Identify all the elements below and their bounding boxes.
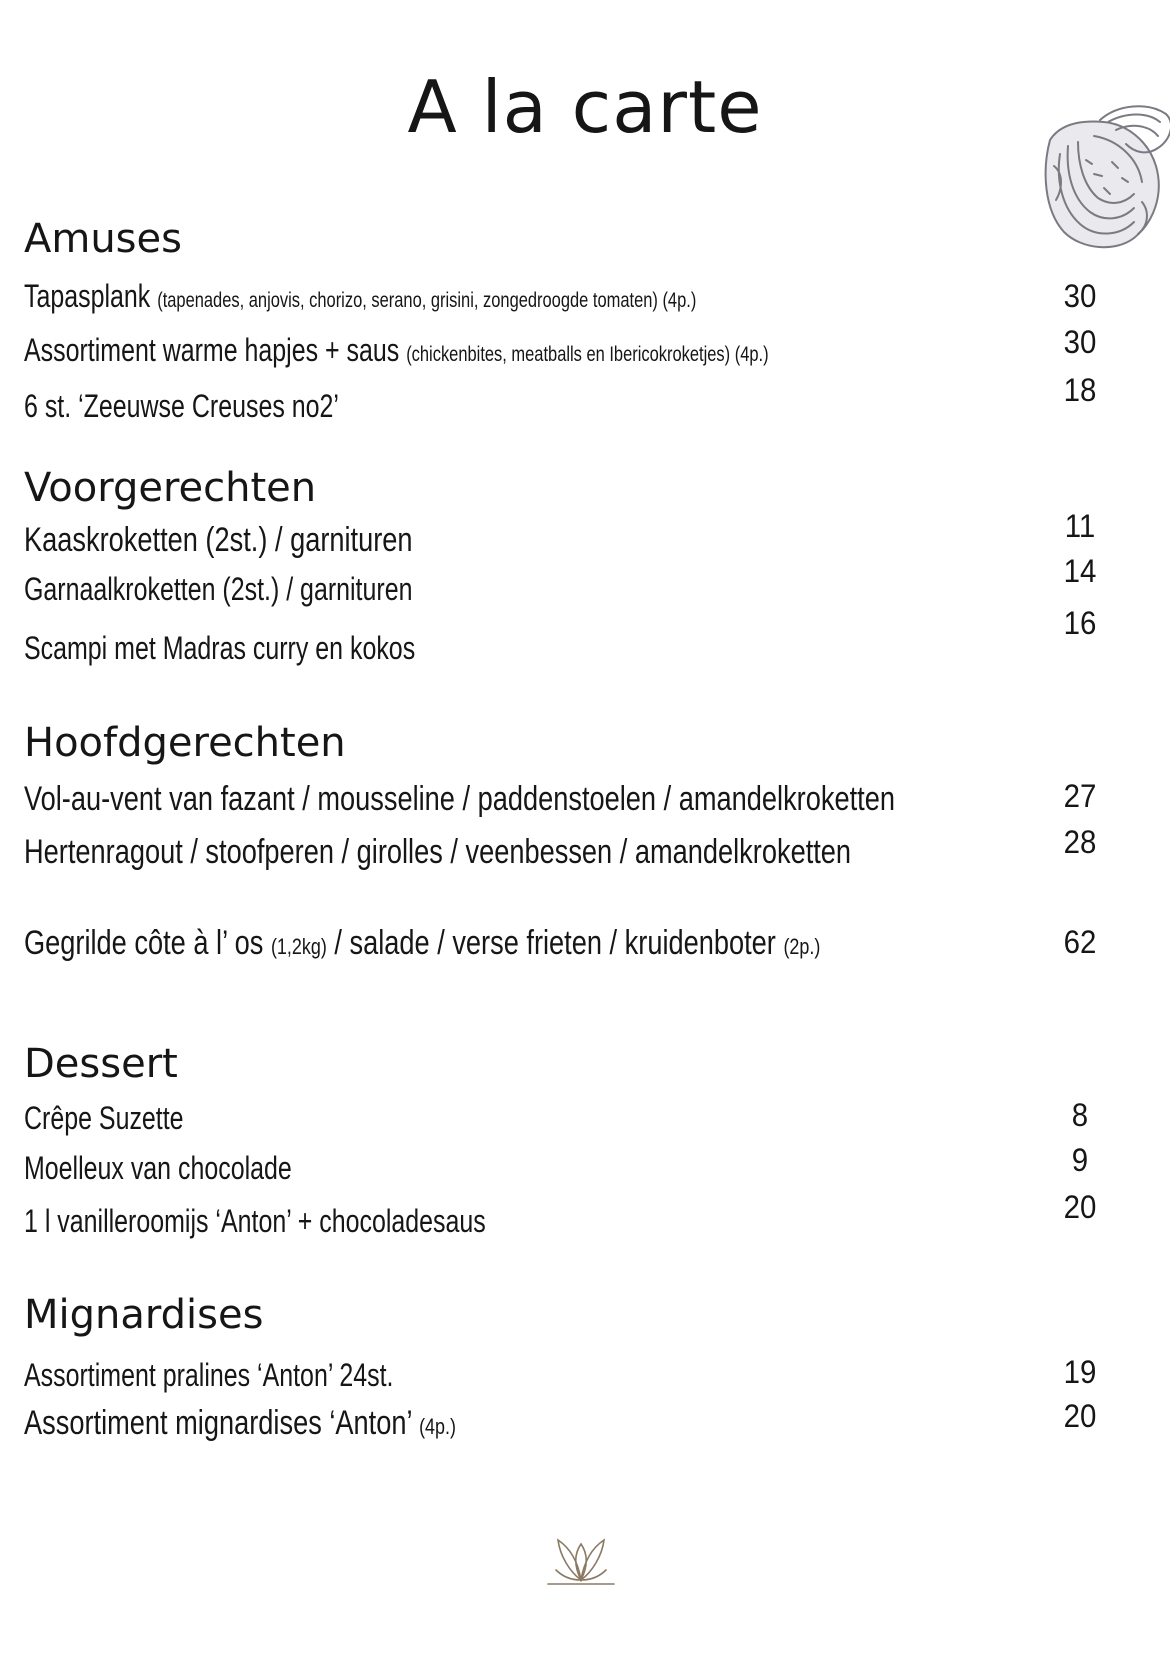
menu-item-warme-hapjes: Assortiment warme hapjes + saus (chickenbites, meatballs en Ibericokroketjes) (4p.) [24,332,769,368]
menu-item-mignardises: Assortiment mignardises ‘Anton’ (4p.) [24,1404,456,1442]
section-heading-amuses: Amuses [24,216,182,262]
menu-item-tapasplank: Tapasplank (tapenades, anjovis, chorizo, serano, grisini, zongedroogde tomaten) (4p.) [24,278,697,314]
menu-item-price: 30 [1063,278,1097,314]
menu-item-creuses: 6 st. ‘Zeeuwse Creuses no2’ [24,388,339,424]
menu-item-price: 27 [1063,778,1097,814]
menu-item-hertenragout: Hertenragout / stoofperen / girolles / veenbessen / amandelkroketten [24,833,852,871]
menu-item-cote-a-los: Gegrilde côte à l’ os (1,2kg) / salade / verse frieten / kruidenboter (2p.) [24,924,821,962]
menu-item-vanilleroomijs: 1 l vanilleroomijs ‘Anton’ + chocoladesaus [24,1203,486,1239]
menu-item-price: 14 [1063,553,1097,589]
menu-item-pralines: Assortiment pralines ‘Anton’ 24st. [24,1357,394,1393]
menu-item-kaaskroketten: Kaaskroketten (2st.) / garnituren [24,521,413,559]
menu-item-price: 20 [1063,1398,1097,1434]
menu-item-garnaalkroketten: Garnaalkroketten (2st.) / garnituren [24,571,413,607]
menu-item-scampi: Scampi met Madras curry en kokos [24,630,416,666]
menu-item-crepe-suzette: Crêpe Suzette [24,1100,184,1136]
section-heading-mignardises: Mignardises [24,1292,264,1338]
section-heading-hoofdgerechten: Hoofdgerechten [24,720,346,766]
oyster-illustration-icon [1038,100,1170,260]
menu-item-price: 8 [1071,1097,1089,1133]
section-heading-voorgerechten: Voorgerechten [24,465,317,511]
menu-item-price: 30 [1063,324,1097,360]
section-heading-dessert: Dessert [24,1041,178,1087]
menu-item-price: 28 [1063,824,1097,860]
menu-item-price: 16 [1063,605,1097,641]
menu-item-price: 11 [1064,508,1096,544]
leaf-logo-icon [540,1536,622,1594]
menu-item-moelleux: Moelleux van chocolade [24,1150,292,1186]
menu-item-price: 62 [1063,924,1097,960]
menu-item-vol-au-vent: Vol-au-vent van fazant / mousseline / paddenstoelen / amandelkroketten [24,780,895,818]
menu-item-price: 18 [1063,372,1097,408]
menu-item-price: 20 [1063,1189,1097,1225]
page-title: A la carte [407,65,763,149]
menu-item-price: 9 [1071,1142,1089,1178]
menu-item-price: 19 [1063,1354,1097,1390]
